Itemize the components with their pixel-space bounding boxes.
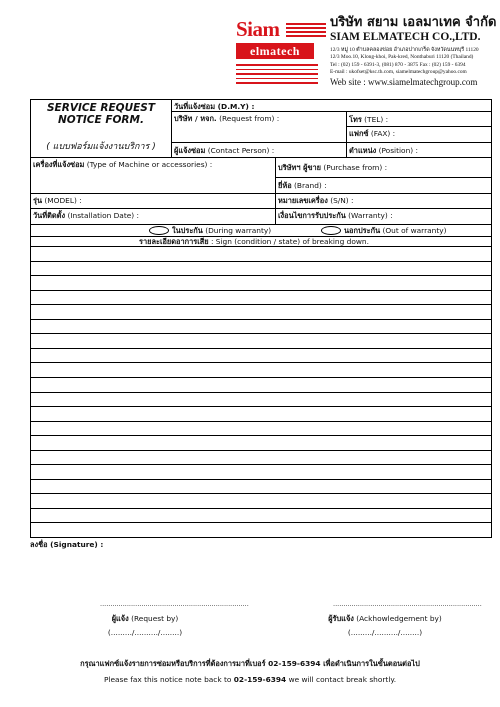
address-line: 12/3 หมู่ 10 ตำบลคลองข่อย อำเภอปากเกร็ด จังหวัดนนทบุรี 11120 — [330, 47, 479, 53]
address-line: E-mail : ukofset@ksc.th.com, siamelmatechgroup@yahoo.com — [330, 69, 467, 76]
form-title-line1: SERVICE REQUEST — [47, 102, 155, 114]
ruled-line — [31, 377, 491, 378]
signature-label: ลงชื่อ (Signature) : — [30, 540, 104, 549]
ruled-line — [31, 493, 491, 494]
brand-label[interactable]: ยี่ห้อ (Brand) : — [278, 181, 327, 190]
ruled-line — [31, 290, 491, 291]
company-address — [330, 47, 495, 77]
title-divider — [171, 100, 172, 157]
col-line — [275, 157, 276, 224]
contact-person-label[interactable]: ผู้แจ้งซ่อม (Contact Person) : — [174, 146, 275, 155]
form-title-line2: NOTICE FORM. — [58, 114, 144, 126]
ruled-line — [31, 479, 491, 480]
row-line — [275, 177, 491, 178]
row-line — [31, 193, 491, 194]
ruled-line — [31, 406, 491, 407]
machine-type-label[interactable]: เครื่องที่แจ้งซ่อม (Type of Machine or accessories) : — [33, 160, 213, 169]
fax-number: 02-159-6394 — [233, 675, 287, 684]
date-label: วันที่แจ้งซ่อม (D.M.Y) : — [174, 102, 255, 111]
row-line — [171, 142, 491, 143]
out-of-warranty-label: นอกประกัน (Out of warranty) — [344, 226, 447, 235]
company-name-english: SIAM ELMATECH CO.,LTD. — [330, 31, 481, 43]
ruled-line — [31, 333, 491, 334]
service-request-form — [30, 99, 492, 538]
ruled-line — [31, 319, 491, 320]
fax-note-english: Please fax this notice note back to 02-159-6394 we will contact break shortly. — [103, 675, 397, 684]
request-by-date[interactable]: (........./........../........) — [107, 628, 183, 637]
during-warranty-label: ในประกัน (During warranty) — [172, 226, 272, 235]
out-of-warranty-radio[interactable] — [321, 226, 341, 235]
purchase-from-label[interactable]: บริษัทฯ ผู้ขาย (Purchase from) : — [278, 163, 388, 172]
during-warranty-radio[interactable] — [149, 226, 169, 235]
company-logo — [236, 18, 328, 86]
ruled-line — [31, 261, 491, 262]
company-website: Web site : www.siamelmatechgroup.com — [330, 76, 478, 87]
request-by-label: ผู้แจ้ง (Request by) — [111, 614, 179, 623]
ruled-line — [31, 435, 491, 436]
address-line: 12/3 Moo.10, Klong-khoi, Pak-kred, Nonthaburi 11120 (Thailand) — [330, 54, 474, 61]
logo-stripes — [286, 23, 326, 39]
row-line — [171, 111, 491, 112]
acknowledgement-label: ผู้รับแจ้ง (Ackhowledgement by) — [328, 614, 442, 623]
ruled-line — [31, 464, 491, 465]
logo-underlines — [236, 64, 318, 87]
request-from-label[interactable]: บริษัท / หจก. (Request from) : — [174, 114, 280, 123]
ruled-line — [31, 392, 491, 393]
row-line — [31, 246, 491, 247]
company-name-thai: บริษัท สยาม เอลมาเทค จำกัด — [330, 15, 497, 30]
acknowledgement-date[interactable]: (........./........../........) — [347, 628, 423, 637]
tel-label[interactable]: โทร (TEL) : — [349, 115, 389, 124]
serial-number-label[interactable]: หมายเลขเครื่อง (S/N) : — [278, 196, 354, 205]
fax-note-thai: กรุณาแฟกซ์แจ้งรายการซ่อมหรือบริการที่ต้องการมาที่เบอร์ 02-159-6394 เพื่อดำเนินการในขั้นตอนต่อไป — [80, 659, 420, 668]
ruled-line — [31, 348, 491, 349]
ruled-line — [31, 421, 491, 422]
col-line — [346, 111, 347, 157]
logo-wordmark-top: Siam — [236, 17, 280, 41]
breakdown-detail-heading: รายละเอียดอาการเสีย : Sign (condition / state) of breaking down. — [139, 237, 369, 246]
form-subtitle: ( แบบฟอร์มแจ้งงานบริการ ) — [46, 142, 156, 152]
logo-wordmark-bottom: elmatech — [236, 43, 314, 59]
ruled-line — [31, 304, 491, 305]
address-line: Tel : (02) 159 - 6391-3, (081) 870 - 3875 Fax : (02) 159 - 6394 — [330, 61, 466, 68]
company-info — [330, 16, 495, 87]
ruled-line — [31, 508, 491, 509]
installation-date-label[interactable]: วันที่ติดตั้ง (Installation Date) : — [33, 211, 140, 220]
row-line — [31, 224, 491, 225]
position-label[interactable]: ตำแหน่ง (Position) : — [349, 146, 418, 155]
row-line — [346, 126, 491, 127]
fax-label[interactable]: แฟกซ์ (FAX) : — [349, 129, 396, 138]
model-label[interactable]: รุ่น (MODEL) : — [33, 196, 82, 205]
ruled-line — [31, 362, 491, 363]
ruled-line — [31, 450, 491, 451]
row-line — [31, 208, 491, 209]
request-by-signature-line[interactable]: ........................................................................ — [100, 600, 249, 608]
ruled-line — [31, 275, 491, 276]
ruled-line — [31, 522, 491, 523]
row-line — [31, 157, 491, 158]
warranty-label[interactable]: เงื่อนไขการรับประกัน (Warranty) : — [278, 211, 393, 220]
acknowledgement-signature-line[interactable]: ........................................................................ — [333, 600, 482, 608]
